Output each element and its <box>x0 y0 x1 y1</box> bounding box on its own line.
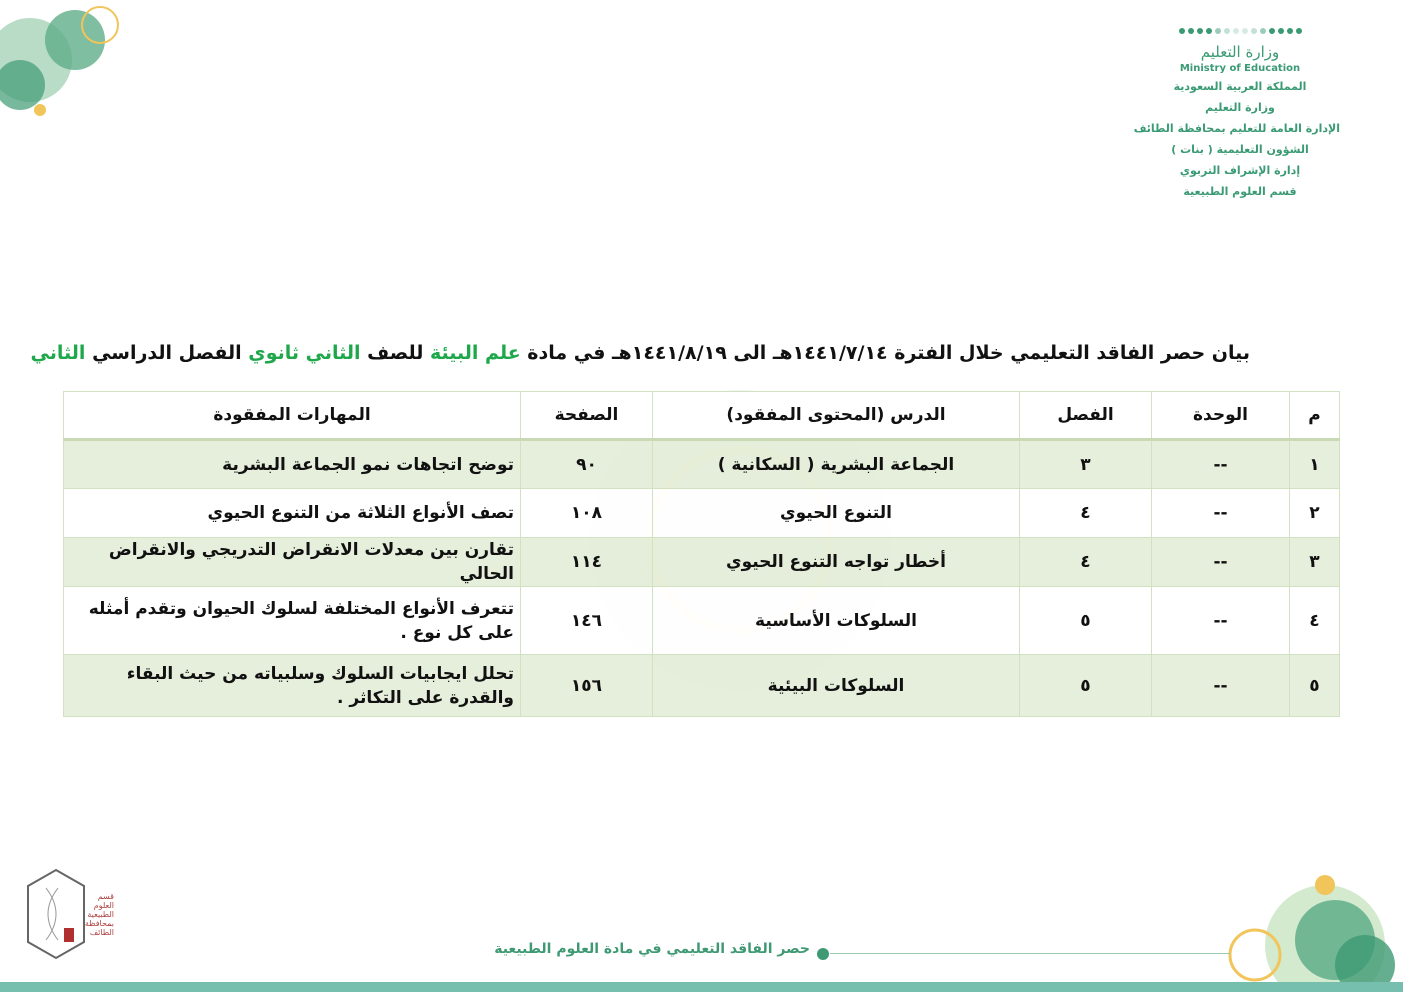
cell-lesson: السلوكات الأساسية <box>653 587 1020 655</box>
title-term: الثاني <box>30 342 86 364</box>
title-text: الفصل الدراسي <box>85 342 249 364</box>
title-subject: علم البيئة <box>430 342 521 364</box>
table-row <box>64 489 1340 538</box>
col-header-skills: المهارات المفقودة <box>64 392 521 440</box>
table-header-row <box>64 392 1340 440</box>
ministry-name-ar: وزارة التعليم <box>1200 43 1280 61</box>
corner-floral-decoration-bottom-right <box>1215 855 1403 992</box>
ministry-dots-icon <box>1140 28 1340 34</box>
footer-bullet-icon <box>817 948 829 960</box>
cell-chapter: ٣ <box>1020 440 1152 489</box>
cell-page: ١٠٨ <box>521 489 653 538</box>
header-line: قسم العلوم الطبيعية <box>1183 185 1297 198</box>
cell-row-number: ٣ <box>1290 538 1340 587</box>
header-line: الشؤون التعليمية ( بنات ) <box>1171 143 1309 156</box>
corner-floral-decoration-top-left <box>0 0 140 130</box>
cell-lesson: التنوع الحيوي <box>653 489 1020 538</box>
ministry-logo <box>1133 28 1340 202</box>
cell-unit: -- <box>1152 587 1290 655</box>
cell-unit: -- <box>1152 655 1290 717</box>
cell-chapter: ٤ <box>1020 489 1152 538</box>
cell-unit: -- <box>1152 538 1290 587</box>
col-header-page: الصفحة <box>521 392 653 440</box>
cell-page: ١٤٦ <box>521 587 653 655</box>
header-line: المملكة العربية السعودية <box>1173 80 1307 93</box>
header-line: إدارة الإشراف التربوي <box>1179 164 1301 177</box>
cell-chapter: ٥ <box>1020 655 1152 717</box>
science-department-logo-text: قسم العلوم الطبيعية بمحافظة الطائف <box>84 892 114 937</box>
cell-chapter: ٤ <box>1020 538 1152 587</box>
col-header-chapter: الفصل <box>1020 392 1152 440</box>
cell-lesson: السلوكات البيئية <box>653 655 1020 717</box>
col-header-lesson: الدرس (المحتوى المفقود) <box>653 392 1020 440</box>
cell-skill: توضح اتجاهات نمو الجماعة البشرية <box>64 440 521 489</box>
header-line: وزارة التعليم <box>1205 101 1275 114</box>
cell-unit: -- <box>1152 489 1290 538</box>
cell-skill: تقارن بين معدلات الانقراض التدريجي والانقراض الحالي <box>64 538 521 587</box>
title-text: للصف <box>360 342 430 364</box>
title-grade: الثاني ثانوي <box>248 342 361 364</box>
title-text: بيان حصر الفاقد التعليمي خلال الفترة ١٤٤١/٧/١٤هـ الى ١٤٤١/٨/١٩هـ في مادة <box>520 342 1250 364</box>
footer-divider <box>830 953 1230 954</box>
cell-lesson: أخطار تواجه التنوع الحيوي <box>653 538 1020 587</box>
col-header-unit: الوحدة <box>1152 392 1290 440</box>
cell-row-number: ١ <box>1290 440 1340 489</box>
cell-page: ١١٤ <box>521 538 653 587</box>
header-line: الإدارة العامة للتعليم بمحافظة الطائف <box>1133 122 1340 135</box>
table-row <box>64 538 1340 587</box>
footer-text: حصر الفاقد التعليمي في مادة العلوم الطبيعية <box>494 941 810 957</box>
page-title <box>30 342 1250 364</box>
table-row <box>64 655 1340 717</box>
learning-loss-table <box>63 391 1340 717</box>
table-row <box>64 587 1340 655</box>
cell-skill: تتعرف الأنواع المختلفة لسلوك الحيوان وتقدم أمثله على كل نوع . <box>64 587 521 655</box>
ministry-name-en: Ministry of Education <box>1179 63 1301 74</box>
cell-page: ١٥٦ <box>521 655 653 717</box>
cell-row-number: ٥ <box>1290 655 1340 717</box>
cell-skill: تصف الأنواع الثلاثة من التنوع الحيوي <box>64 489 521 538</box>
cell-unit: -- <box>1152 440 1290 489</box>
cell-chapter: ٥ <box>1020 587 1152 655</box>
footer-bar <box>0 982 1403 992</box>
table-row <box>64 440 1340 489</box>
col-header-number: م <box>1290 392 1340 440</box>
cell-skill: تحلل ايجابيات السلوك وسلبياته من حيث البقاء والقدرة على التكاثر . <box>64 655 521 717</box>
cell-page: ٩٠ <box>521 440 653 489</box>
cell-row-number: ٢ <box>1290 489 1340 538</box>
cell-lesson: الجماعة البشرية ( السكانية ) <box>653 440 1020 489</box>
cell-row-number: ٤ <box>1290 587 1340 655</box>
